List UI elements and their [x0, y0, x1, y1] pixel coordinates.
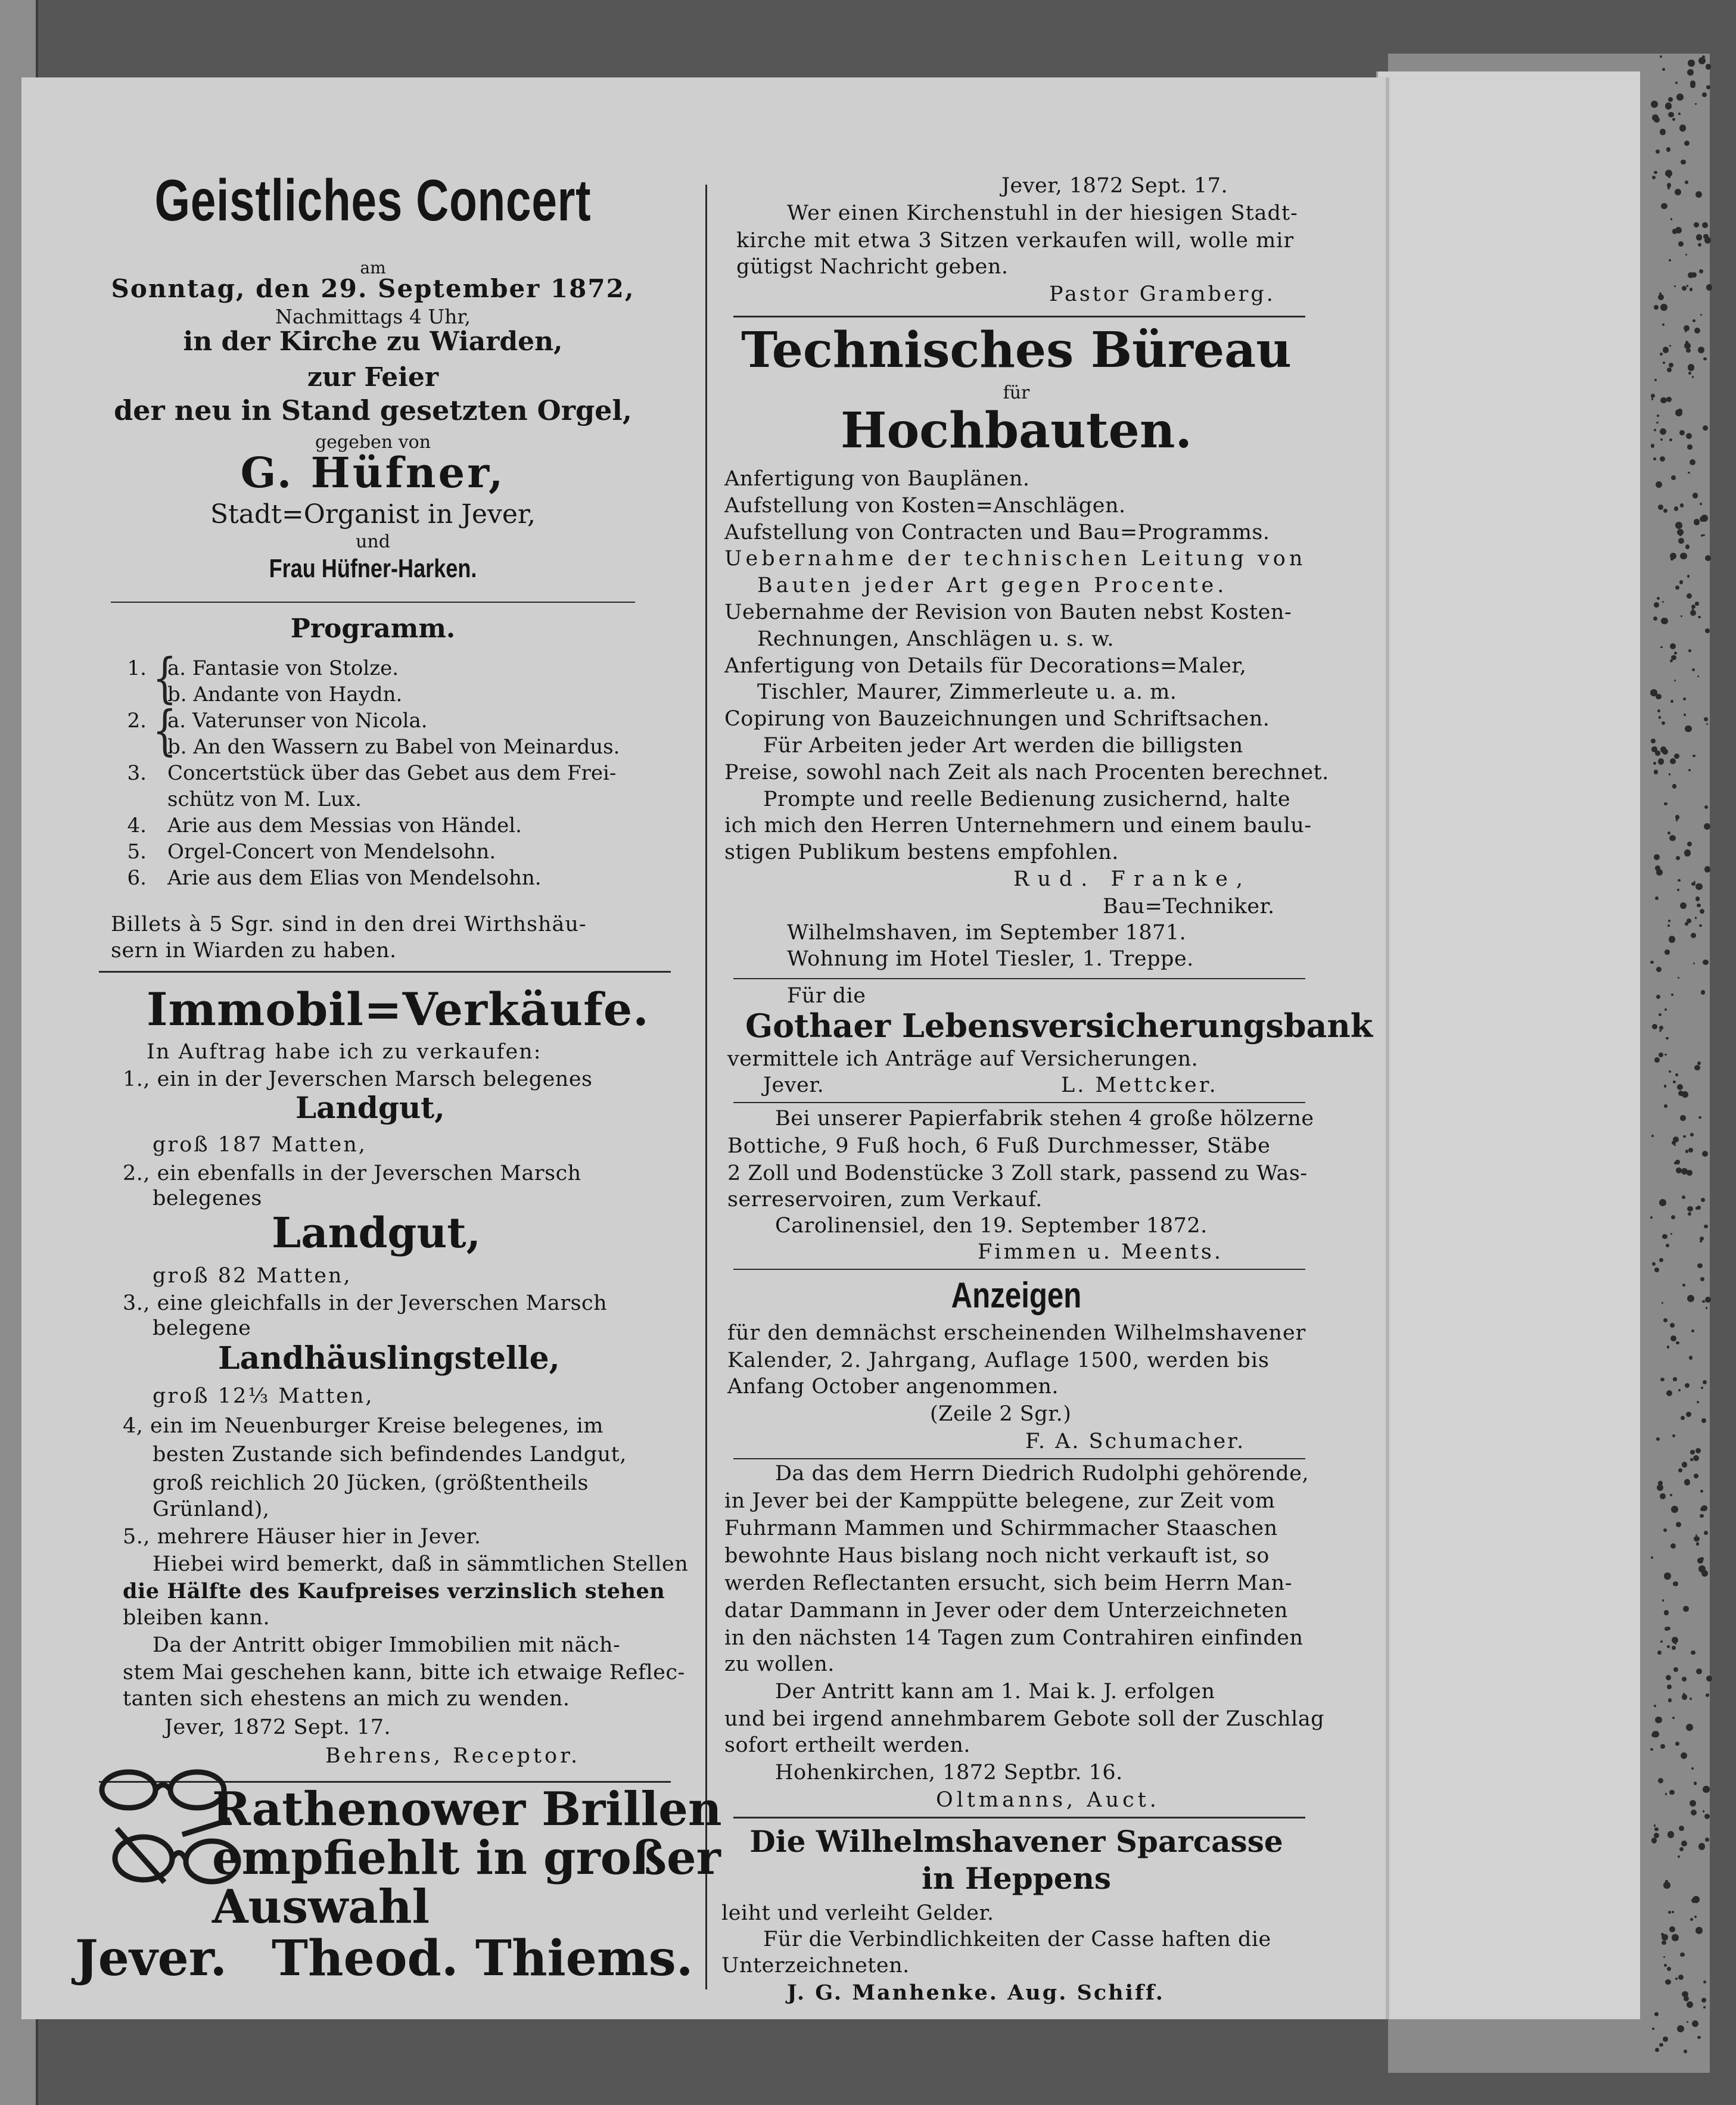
program-item-number: 3. [127, 761, 147, 785]
rudolphi-line-5: werden Reflectanten ersucht, sich beim Herrn Man- [724, 1571, 1293, 1595]
program-item-text: Arie aus dem Elias von Mendelsohn. [167, 866, 542, 890]
program-item-text: Orgel-Concert von Mendelsohn. [167, 840, 496, 864]
program-item-number: 5. [127, 840, 147, 864]
rudolphi-signature: Oltmanns, Auct. [936, 1788, 1160, 1812]
rudolphi-line-4: bewohnte Haus bislang noch nicht verkauft ist, so [724, 1544, 1270, 1568]
concert-am: am [360, 258, 386, 278]
immobil-item2-line1: 2., ein ebenfalls in der Jeverschen Marsch [123, 1162, 581, 1185]
immobil-item5-line1: 5., mehrere Häuser hier in Jever. [123, 1525, 481, 1549]
section-rule [733, 1269, 1305, 1270]
sparcasse-line-3: Unterzeichneten. [721, 1954, 910, 1978]
immobil-antritt-line1: Da der Antritt obiger Immobilien mit näch- [153, 1633, 621, 1657]
bureau-line: ich mich den Herren Unternehmern und einem baulu- [724, 814, 1312, 838]
section-rule [733, 1458, 1305, 1459]
papierfabrik-line-3: 2 Zoll und Bodenstücke 3 Zoll stark, passend zu Was- [727, 1162, 1308, 1185]
immobil-item2-size: groß 82 Matten, [153, 1264, 352, 1288]
papierfabrik-line-2: Bottiche, 9 Fuß hoch, 6 Fuß Durchmesser, Stäbe [727, 1134, 1271, 1158]
brillen-line-2: empfiehlt in großer [212, 1831, 721, 1885]
papierfabrik-signature: Fimmen u. Meents. [978, 1240, 1223, 1264]
kirchenstuhl-signature: Pastor Gramberg. [1049, 282, 1275, 306]
bureau-line: Für Arbeiten jeder Art werden die billigsten [763, 734, 1243, 758]
rudolphi-line-9: Der Antritt kann am 1. Mai k. J. erfolgen [775, 1680, 1215, 1704]
immobil-item4-line2: besten Zustande sich befindendes Landgut, [153, 1443, 627, 1466]
bureau-line: Tischler, Maurer, Zimmerleute u. a. m. [757, 680, 1177, 705]
program-item-text: b. Andante von Haydn. [167, 683, 403, 706]
bureau-line: Rechnungen, Anschlägen u. s. w. [757, 627, 1114, 651]
rudolphi-line-2: in Jever bei der Kamppütte belegene, zur Zeit vom [724, 1489, 1275, 1513]
divider [111, 602, 635, 603]
bureau-line: Uebernahme der technischen Leitung von [724, 547, 1306, 571]
gotha-signature: L. Mettcker. [1061, 1073, 1218, 1097]
rudolphi-line-3: Fuhrmann Mammen und Schirmmacher Staaschen [724, 1517, 1278, 1540]
rudolphi-line-7: in den nächsten 14 Tagen zum Contrahiren einfinden [724, 1626, 1303, 1650]
programm-heading: Programm. [290, 614, 456, 644]
immobil-item4-line3: groß reichlich 20 Jücken, (größtentheils [153, 1471, 589, 1495]
immobil-item3-size: groß 12⅓ Matten, [153, 1384, 374, 1408]
rudolphi-line-8: zu wollen. [724, 1652, 835, 1676]
brillen-place: Jever. [75, 1930, 228, 1987]
anzeigen-signature: F. A. Schumacher. [1025, 1430, 1246, 1453]
immobil-signature: Behrens, Receptor. [325, 1744, 581, 1768]
bureau-signature: Rud. Franke, [1013, 867, 1252, 891]
anzeigen-line-2: Kalender, 2. Jahrgang, Auflage 1500, werden bis [727, 1349, 1270, 1372]
immobil-item1-line1: 1., ein in der Jeverschen Marsch belegenes [123, 1067, 593, 1091]
bureau-line: Anfertigung von Bauplänen. [724, 467, 1030, 491]
immobil-antritt-line2: stem Mai geschehen kann, bitte ich etwaige Reflec- [123, 1661, 685, 1684]
immobil-heading: Immobil=Verkäufe. [147, 983, 649, 1036]
bureau-line: Aufstellung von Contracten und Bau=Programms. [724, 520, 1270, 544]
anzeigen-line-3: Anfang October angenommen. [727, 1375, 1059, 1399]
brace-icon: } [153, 648, 177, 710]
gotha-line-1: vermittele ich Anträge auf Versicherungen. [727, 1047, 1199, 1071]
immobil-antritt-line3: tanten sich ehestens an mich zu wenden. [123, 1687, 570, 1711]
papierfabrik-line-4: serreservoiren, zum Verkauf. [727, 1188, 1043, 1212]
immobil-item1-size: groß 187 Matten, [153, 1133, 367, 1157]
section-rule [733, 1817, 1305, 1818]
immobil-intro: In Auftrag habe ich zu verkaufen: [147, 1040, 542, 1064]
section-rule [733, 1102, 1305, 1103]
sparcasse-heading-1: Die Wilhelmshavener Sparcasse [749, 1824, 1283, 1859]
bureau-heading: Technisches Büreau [741, 322, 1292, 379]
immobil-item4-line4: Grünland), [153, 1497, 270, 1521]
bureau-fuer: für [1003, 382, 1030, 403]
immobil-item2-title: Landgut, [272, 1208, 481, 1257]
sparcasse-line-2: Für die Verbindlichkeiten der Casse haften die [763, 1927, 1271, 1951]
concert-und: und [356, 531, 390, 552]
gotha-fuer-die: Für die [787, 984, 866, 1008]
concert-given-by: gegeben von [315, 432, 431, 453]
section-rule [733, 316, 1305, 317]
bureau-line: Uebernahme der Revision von Bauten nebst Kosten- [724, 600, 1292, 624]
immobil-place-date: Jever, 1872 Sept. 17. [164, 1715, 391, 1739]
bureau-place-date: Wilhelmshaven, im September 1871. [787, 921, 1187, 945]
bureau-signature-title: Bau=Techniker. [1103, 895, 1275, 918]
rudolphi-place-date: Hohenkirchen, 1872 Septbr. 16. [775, 1761, 1123, 1785]
immobil-item2-line2: belegenes [153, 1187, 262, 1210]
bureau-line: Prompte und reelle Bedienung zusichernd, halte [763, 787, 1291, 811]
section-rule [733, 978, 1305, 979]
concert-time: Nachmittags 4 Uhr, [275, 305, 471, 328]
concert-performer-title: Stadt=Organist in Jever, [210, 499, 536, 530]
kirchenstuhl-line-3: gütigst Nachricht geben. [736, 255, 1009, 279]
rudolphi-line-11: sofort ertheilt werden. [724, 1733, 971, 1757]
bureau-line: stigen Publikum bestens empfohlen. [724, 840, 1119, 865]
anzeigen-line-4: (Zeile 2 Sgr.) [930, 1402, 1072, 1426]
section-rule [99, 971, 671, 973]
concert-date: Sonntag, den 29. September 1872, [111, 274, 635, 303]
papierfabrik-line-1: Bei unserer Papierfabrik stehen 4 große hölzerne [775, 1107, 1314, 1131]
immobil-item3-line2: belegene [153, 1316, 251, 1340]
kirchenstuhl-line-1: Wer einen Kirchenstuhl in der hiesigen Stadt- [787, 201, 1298, 225]
immobil-note-line1: Hiebei wird bemerkt, daß in sämmtlichen Stellen [153, 1552, 689, 1576]
kirchenstuhl-line-2: kirche mit etwa 3 Sitzen verkaufen will, wolle mir [736, 229, 1295, 253]
column-divider [705, 185, 707, 1989]
brillen-merchant: Theod. Thiems. [272, 1930, 693, 1987]
billets-line-1: Billets à 5 Sgr. sind in den drei Wirthshäu- [111, 913, 587, 936]
concert-place: in der Kirche zu Wiarden, [183, 326, 563, 357]
concert-zur-feier: zur Feier [307, 362, 439, 393]
program-item-text: a. Fantasie von Stolze. [167, 656, 399, 680]
concert-occasion: der neu in Stand gesetzten Orgel, [114, 394, 632, 426]
bureau-address: Wohnung im Hotel Tiesler, 1. Treppe. [787, 947, 1194, 971]
concert-co-performer: Frau Hüfner-Harken. [269, 554, 477, 583]
sparcasse-heading-2: in Heppens [921, 1861, 1112, 1896]
rudolphi-line-6: datar Dammann in Jever oder dem Unterzeichneten [724, 1599, 1288, 1623]
program-item-number: 4. [127, 814, 147, 837]
program-item-text: b. An den Wassern zu Babel von Meinardus. [167, 735, 620, 759]
rudolphi-line-1: Da das dem Herrn Diedrich Rudolphi gehörende, [775, 1462, 1309, 1486]
sparcasse-line-1: leiht und verleiht Gelder. [721, 1901, 994, 1925]
program-item-text: Arie aus dem Messias von Händel. [167, 814, 522, 837]
sparcasse-signatures: J. G. Manhenke. Aug. Schiff. [787, 1981, 1165, 2005]
anzeigen-line-1: für den demnächst erscheinenden Wilhelmshavener [727, 1321, 1306, 1345]
program-item-number: 6. [127, 866, 147, 890]
papierfabrik-place-date: Carolinensiel, den 19. September 1872. [775, 1214, 1208, 1238]
mount-card [1376, 71, 1640, 2019]
immobil-item3-title: Landhäuslingstelle, [218, 1340, 560, 1377]
bureau-line: Preise, sowohl nach Zeit als nach Procenten berechnet. [724, 760, 1329, 784]
concert-title: Geistliches Concert [154, 167, 592, 233]
bureau-line: Anfertigung von Details für Decorations=Maler, [724, 653, 1247, 678]
billets-line-2: sern in Wiarden zu haben. [111, 939, 397, 963]
rudolphi-line-10: und bei irgend annehmbarem Gebote soll der Zuschlag [724, 1707, 1325, 1731]
anzeigen-heading: Anzeigen [951, 1275, 1082, 1315]
program-item-text: a. Vaterunser von Nicola. [167, 709, 428, 733]
newspaper-page [21, 77, 1389, 2019]
immobil-item1-title: Landgut, [295, 1090, 445, 1125]
immobil-item4-line1: 4, ein im Neuenburger Kreise belegenes, im [123, 1414, 603, 1438]
program-item-number: 2. [127, 709, 147, 733]
brillen-line-3: Auswahl [212, 1880, 430, 1934]
program-item-number: 1. [127, 656, 147, 680]
brace-icon: } [153, 700, 177, 762]
gotha-place: Jever. [763, 1073, 825, 1097]
program-item-text: schütz von M. Lux. [167, 787, 362, 811]
gotha-name: Gothaer Lebensversicherungsbank [745, 1007, 1373, 1045]
bureau-line: Aufstellung von Kosten=Anschlägen. [724, 493, 1126, 518]
immobil-note-line2: die Hälfte des Kaufpreises verzinslich stehen [123, 1579, 665, 1603]
bureau-line: Copirung von Bauzeichnungen und Schriftsachen. [724, 707, 1270, 731]
immobil-note-line3: bleiben kann. [123, 1606, 270, 1630]
immobil-item3-line1: 3., eine gleichfalls in der Jeverschen Marsch [123, 1291, 608, 1315]
concert-performer-name: G. Hüfner, [240, 448, 506, 497]
bureau-line: Bauten jeder Art gegen Procente. [757, 574, 1228, 598]
brillen-line-1: Rathenower Brillen [212, 1782, 722, 1836]
kirchenstuhl-place-date: Jever, 1872 Sept. 17. [1001, 174, 1228, 198]
bureau-subheading: Hochbauten. [840, 402, 1192, 459]
program-item-text: Concertstück über das Gebet aus dem Frei- [167, 761, 617, 785]
